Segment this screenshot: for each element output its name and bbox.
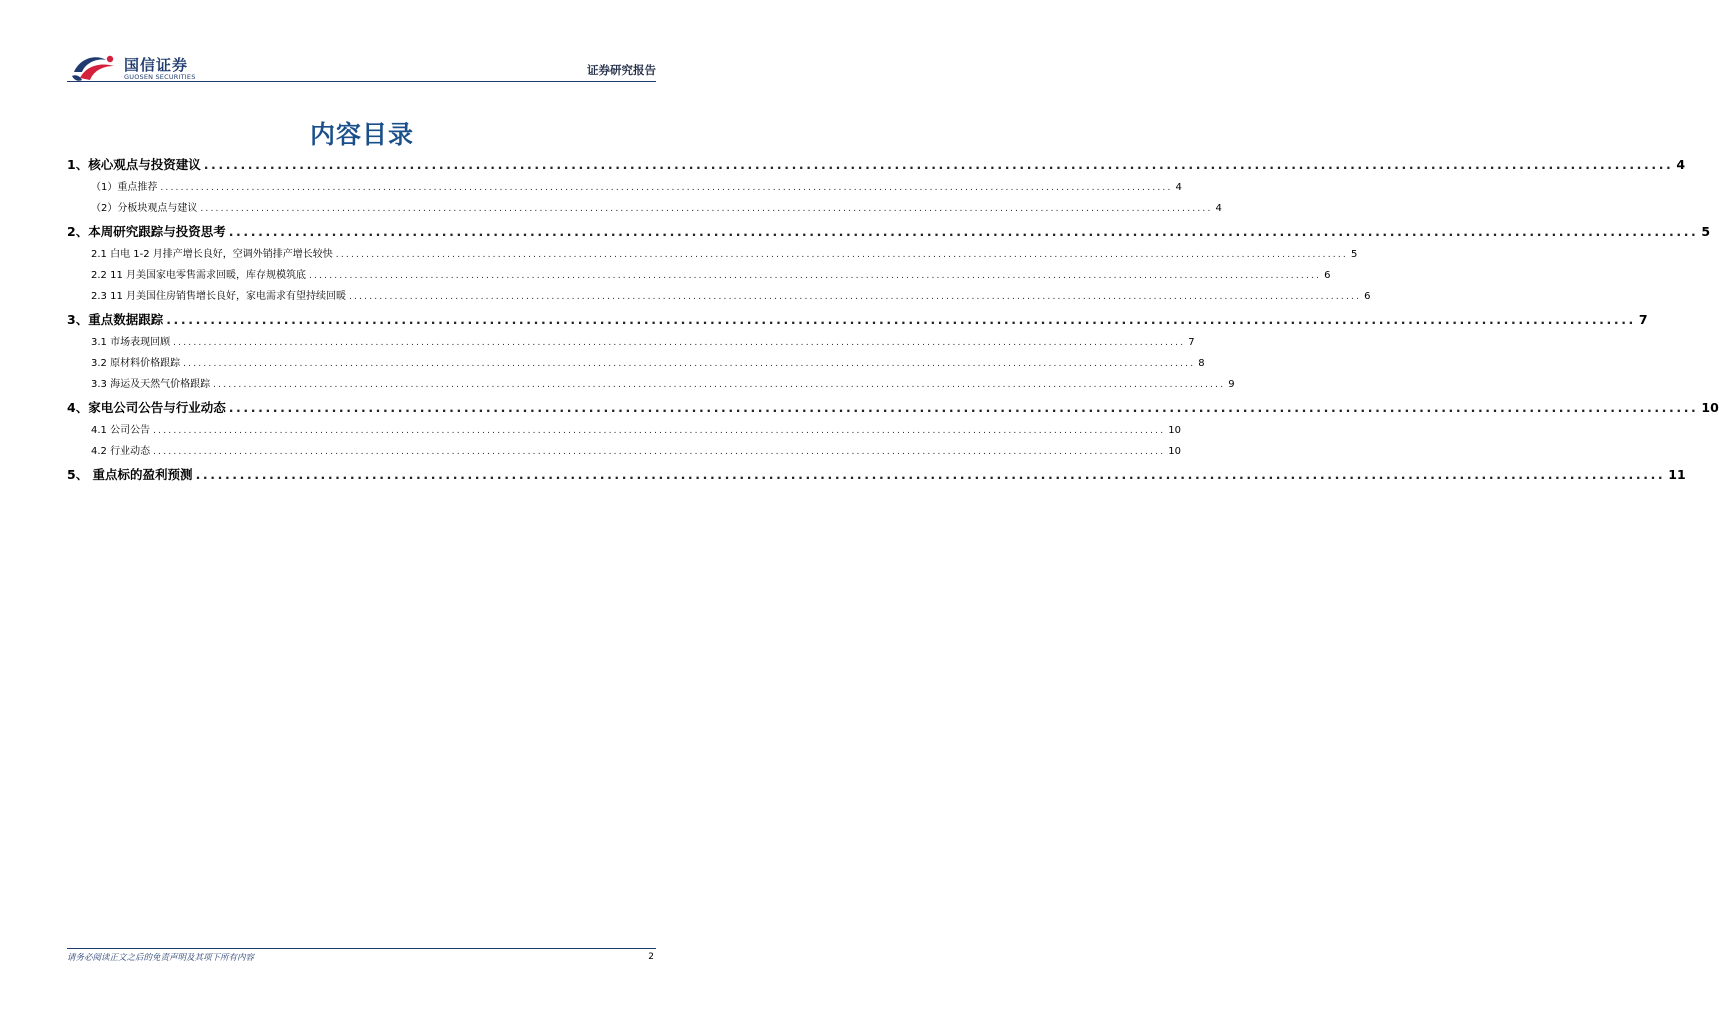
guosen-logo [70,52,210,84]
page-number: 2 [648,952,654,962]
toc-entry-page: 5 [1350,249,1358,260]
toc-entry-page: 5 [1701,224,1711,239]
footer-disclaimer: 请务必阅读正文之后的免责声明及其项下所有内容 [67,953,255,963]
toc-entry-page: 10 [1168,446,1181,457]
toc-dot-leader: ........................................................................................................................................................................................................ [166,312,1636,327]
toc-entry-page: 10 [1168,425,1181,436]
toc-entry-text: 2、本周研究跟踪与投资思考 [67,224,226,239]
toc-entry-text: 3.3 海运及天然气价格跟踪 [91,379,211,390]
toc-entry-page: 6 [1324,270,1331,281]
toc-entry-page: 11 [1668,467,1686,482]
toc-entry-page: 4 [1175,182,1182,193]
toc-entry-section[interactable] [67,152,1686,177]
toc-entry-section[interactable] [67,395,1719,420]
toc-entry-text: 2.3 11 月美国住房销售增长良好，家电需求有望持续回暖 [91,291,346,302]
toc-entry-text: 3.2 原材料价格跟踪 [91,358,181,369]
toc-entry-page: 10 [1701,400,1719,415]
toc-entry-page: 7 [1188,337,1195,348]
toc-dot-leader: ........................................................................................................................................................................................................ [173,338,1186,348]
page-header [0,0,724,90]
toc-dot-leader: ........................................................................................................................................................................................................ [183,359,1196,369]
toc-entry-page: 6 [1364,291,1371,302]
toc-entry-subsection[interactable] [67,332,1195,353]
logo-name-en: GUOSEN SECURITIES [124,73,196,81]
toc-entry-page: 4 [1215,203,1222,214]
toc-entry-text: 3、重点数据跟踪 [67,312,164,327]
toc-dot-leader: ........................................................................................................................................................................................................ [203,157,1674,172]
toc-dot-leader: ........................................................................................................................................................................................................ [349,292,1362,302]
report-type-label: 证券研究报告 [587,63,656,77]
toc-dot-leader: ........................................................................................................................................................................................................ [228,224,1699,239]
toc-dot-leader: ........................................................................................................................................................................................................ [160,183,1173,193]
toc-entry-subsection[interactable] [67,177,1182,198]
toc-dot-leader: ........................................................................................................................................................................................................ [309,271,1322,281]
toc-entry-text: 5、 重点标的盈利预测 [67,467,193,482]
toc-entry-subsection[interactable] [67,353,1205,374]
toc-dot-leader: ........................................................................................................................................................................................................ [153,426,1166,436]
toc-entry-page: 4 [1676,157,1686,172]
guosen-logo-icon [70,52,120,84]
toc-entry-text: 4、家电公司公告与行业动态 [67,400,226,415]
toc-entry-text: （1）重点推荐 [91,182,158,193]
toc-entry-text: 2.2 11 月美国家电零售需求回暖，库存规模筑底 [91,270,306,281]
toc-dot-leader: ........................................................................................................................................................................................................ [195,467,1666,482]
toc-dot-leader: ........................................................................................................................................................................................................ [228,400,1699,415]
toc-dot-leader: ........................................................................................................................................................................................................ [153,447,1166,457]
footer-divider [67,948,656,949]
toc-entry-subsection[interactable] [67,374,1235,395]
toc-entry-text: 1、核心观点与投资建议 [67,157,201,172]
toc-entry-section[interactable] [67,219,1711,244]
toc-entry-subsection[interactable] [67,244,1358,265]
toc-entry-page: 9 [1228,379,1235,390]
toc-entry-section[interactable] [67,462,1686,487]
toc-entry-text: 4.2 行业动态 [91,446,151,457]
header-divider [67,81,656,82]
toc-dot-leader: ........................................................................................................................................................................................................ [213,380,1226,390]
table-of-contents [67,152,1719,487]
toc-entry-text: 4.1 公司公告 [91,425,151,436]
toc-entry-subsection[interactable] [67,286,1371,307]
toc-entry-text: 2.1 白电 1-2 月排产增长良好，空调外销排产增长较快 [91,249,333,260]
toc-dot-leader: ........................................................................................................................................................................................................ [335,250,1348,260]
toc-entry-section[interactable] [67,307,1648,332]
toc-entry-page: 7 [1638,312,1648,327]
toc-dot-leader: ........................................................................................................................................................................................................ [200,204,1213,214]
toc-entry-text: 3.1 市场表现回顾 [91,337,171,348]
logo-name-cn: 国信证券 [124,56,189,74]
toc-entry-subsection[interactable] [67,441,1181,462]
toc-entry-page: 8 [1198,358,1205,369]
toc-title: 内容目录 [309,120,414,149]
toc-entry-text: （2）分板块观点与建议 [91,203,198,214]
toc-entry-subsection[interactable] [67,265,1331,286]
toc-entry-subsection[interactable] [67,420,1181,441]
toc-entry-subsection[interactable] [67,198,1222,219]
